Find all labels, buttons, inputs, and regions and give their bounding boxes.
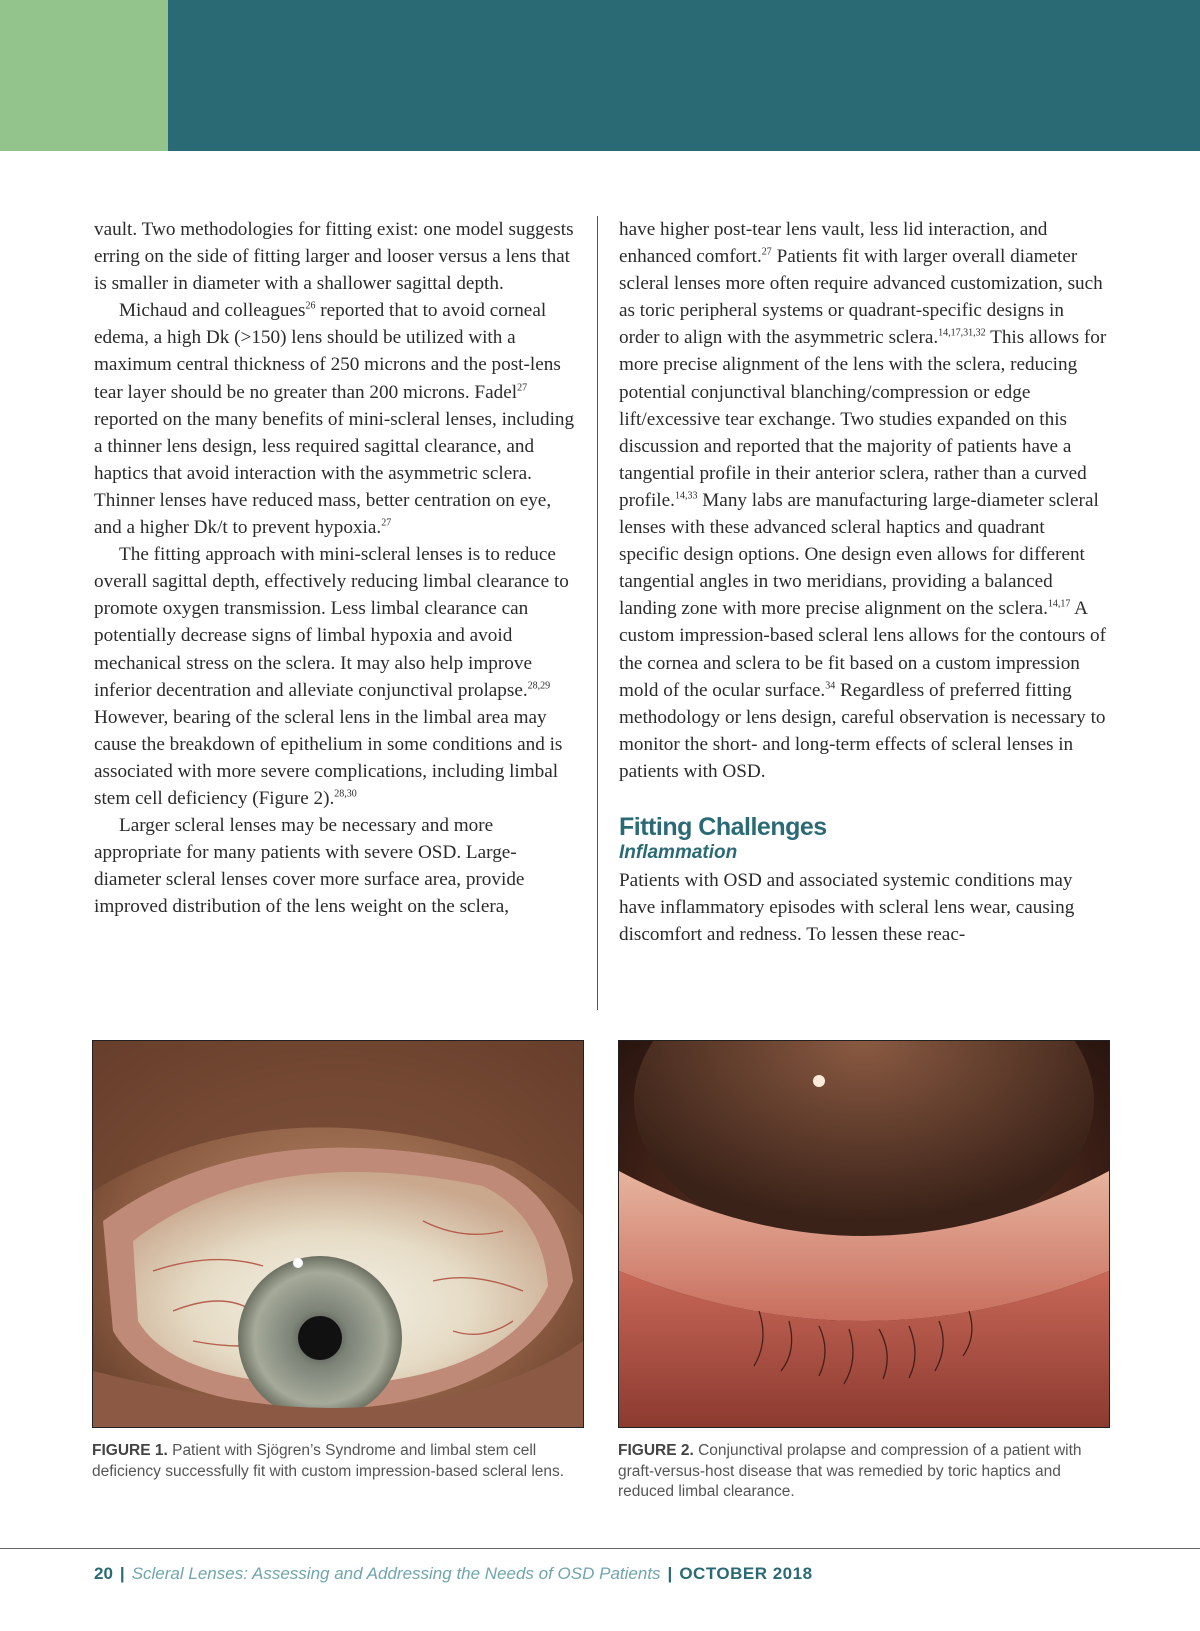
reference-superscript: 28,30 <box>334 788 357 800</box>
figure-1-caption: FIGURE 1. Patient with Sjögren’s Syndrome and limbal stem cell deficiency successfully fit with custom impression-based scleral lens. <box>92 1442 565 1480</box>
left-paragraph-4: Larger scleral lenses may be necessary and more appropriate for many patients with severe OSD. Large-diameter scleral lenses cover more surface area, provide improved distribution of the lens weight on the sclera, <box>94 815 525 918</box>
left-text-column <box>94 216 578 920</box>
reference-superscript: 14,17,31,32 <box>938 327 986 339</box>
issue-date: OCTOBER 2018 <box>679 1564 813 1583</box>
reference-superscript: 27 <box>761 246 772 258</box>
footer-rule <box>0 1548 1200 1549</box>
footer-separator: | <box>119 1564 125 1583</box>
reference-superscript: 27 <box>381 517 392 529</box>
reference-superscript: 14,17 <box>1047 598 1071 610</box>
right-paragraph-1: have higher post-tear lens vault, less lid interaction, and enhanced comfort.$^{27}$ Patients fit with larger overall diameter scleral lenses more often require advanced customization, such as toric peripheral systems or quadrant-specific designs in order to align with the asymmetric sclera.$^{14,17,31,32}$ This allows for more precise alignment of the lens with the sclera, reducing potential conjunctival blanching/compression or edge lift/excessive tear exchange. Two studies expanded on this discussion and reported that the majority of patients have a tangential profile in their anterior sclera, rather than a curved profile.$^{14,33}$ Many labs are manufacturing large-diameter scleral lenses with these advanced scleral haptics and quadrant specific design options. One design even allows for different tangential angles in two meridians, providing a balanced landing zone with more precise alignment on the sclera.$^{14,17}$ A custom impression-based scleral lens allows for the contours of the cornea and sclera to be fit based on a custom impression mold of the ocular surface.$^{34}$ Regardless of preferred fitting methodology or lens design, careful observation is necessary to monitor the short- and long-term effects of scleral lenses in patients with OSD. <box>619 219 1107 782</box>
section-subheading: Inflammation <box>619 841 738 863</box>
figure-label: FIGURE 2. <box>618 1442 694 1459</box>
page-number: 20 <box>94 1564 113 1583</box>
left-paragraph-1: vault. Two methodologies for fitting exist: one model suggests erring on the side of fitting larger and looser versus a lens that is smaller in diameter with a shallower sagittal depth. <box>94 219 574 295</box>
header-green-band <box>0 0 168 151</box>
figure-2-image <box>618 1040 1110 1428</box>
reference-superscript: 34 <box>825 680 836 692</box>
right-text-column <box>619 216 1109 948</box>
figure-label: FIGURE 1. <box>92 1442 168 1459</box>
left-paragraph-2: Michaud and colleagues$^{26}$ reported that to avoid corneal edema, a high Dk (>150) lens should be utilized with a maximum central thickness of 250 microns and the post-lens tear layer should be no greater than 200 microns. Fadel$^{27}$ reported on the many benefits of mini-scleral lenses, including a thinner lens design, less required sagittal clearance, and haptics that avoid interaction with the asymmetric sclera. Thinner lenses have reduced mass, better centration on eye, and a higher Dk/t to prevent hypoxia.$^{27}$ <box>94 300 575 539</box>
column-divider <box>597 216 598 1010</box>
reference-superscript: 26 <box>305 300 316 312</box>
figure-1-image <box>92 1040 584 1428</box>
reference-superscript: 14,33 <box>674 490 698 502</box>
footer-separator: | <box>667 1564 673 1583</box>
section-heading: Fitting Challenges <box>619 812 827 841</box>
reference-superscript: 28,29 <box>527 680 551 692</box>
page-footer <box>94 1563 813 1585</box>
header-teal-band <box>168 0 1200 151</box>
right-paragraph-2: Patients with OSD and associated systemic conditions may have inflammatory episodes with scleral lens wear, causing discomfort and redness. To lessen these reac- <box>619 869 1075 946</box>
reference-superscript: 27 <box>517 382 528 394</box>
figure-2-caption: FIGURE 2. Conjunctival prolapse and compression of a patient with graft-versus-host disease that was remedied by toric haptics and reduced limbal clearance. <box>618 1442 1082 1500</box>
publication-title: Scleral Lenses: Assessing and Addressing the Needs of OSD Patients <box>131 1564 661 1583</box>
left-paragraph-3: The fitting approach with mini-scleral lenses is to reduce overall sagittal depth, effectively reducing limbal clearance to promote oxygen transmission. Less limbal clearance can potentially decrease signs of limbal hypoxia and avoid mechanical stress on the sclera. It may also help improve inferior decentration and alleviate conjunctival prolapse.$^{28,29}$ However, bearing of the scleral lens in the limbal area may cause the breakdown of epithelium in some conditions and is associated with more severe complications, including limbal stem cell deficiency (Figure 2).$^{28,30}$ <box>94 544 569 809</box>
